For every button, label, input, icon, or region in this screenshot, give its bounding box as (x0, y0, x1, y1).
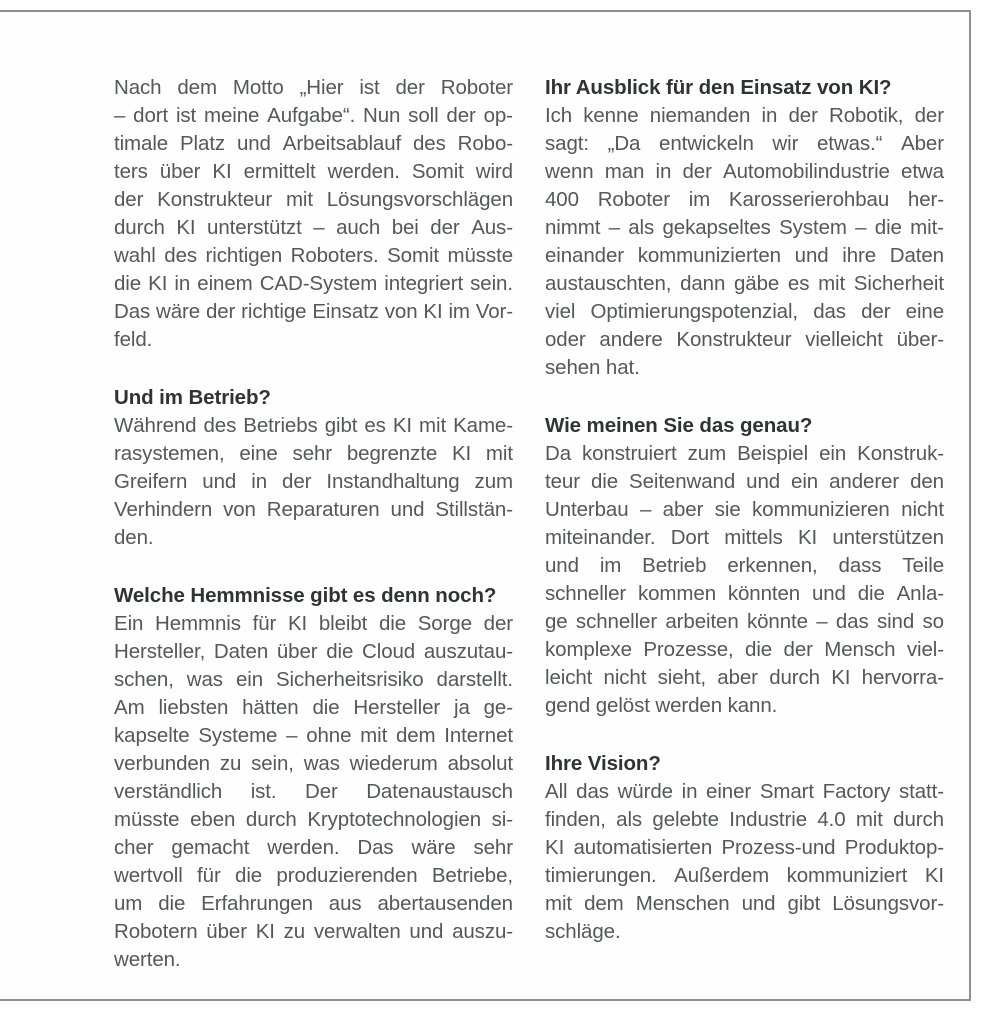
text-line: werten. (114, 948, 181, 971)
text-line: Nach dem Motto „Hier ist der Roboter (114, 76, 513, 99)
text-line: verbunden zu sein, was wiederum absolut (114, 752, 513, 775)
text-line: komplexe Prozesse, die der Mensch viel- (545, 638, 944, 661)
text-line: sehen hat. (545, 356, 640, 379)
answer-paragraph (114, 74, 513, 354)
text-line: die KI in einem CAD-System integriert sein. (114, 272, 513, 295)
text-line: timale Platz und Arbeitsablauf des Robo- (114, 132, 513, 155)
text-line: kapselte Systeme – ohne mit dem Internet (114, 724, 513, 747)
text-line: sagt: „Da entwickeln wir etwas.“ Aber (545, 132, 944, 155)
text-line: Ich kenne niemanden in der Robotik, der (545, 104, 944, 127)
question-heading: Welche Hemmnisse gibt es denn noch? (114, 584, 497, 607)
text-line: viel Optimierungspotenzial, das der eine (545, 300, 944, 323)
text-line: mit dem Menschen und gibt Lösungsvor- (545, 892, 944, 915)
text-line: finden, als gelebte Industrie 4.0 mit durch (545, 808, 944, 831)
text-line: leicht nicht sieht, aber durch KI hervorra- (545, 666, 944, 689)
text-line: teur die Seitenwand und ein anderer den (545, 470, 944, 493)
text-line: All das würde in einer Smart Factory statt- (545, 780, 944, 803)
text-line: 400 Roboter im Karosserierohbau her- (545, 188, 944, 211)
answer-paragraph (114, 412, 513, 552)
text-line: nimmt – als gekapseltes System – die mit- (545, 216, 944, 239)
text-line: austauschten, dann gäbe es mit Sicherheit (545, 272, 944, 295)
text-line: Da konstruiert zum Beispiel ein Konstruk- (545, 442, 944, 465)
text-line: – dort ist meine Aufgabe“. Nun soll der op- (114, 104, 513, 127)
text-line: schläge. (545, 920, 621, 943)
column-right (545, 74, 944, 946)
text-line: Ein Hemmnis für KI bleibt die Sorge der (114, 612, 513, 635)
text-line: der Konstrukteur mit Lösungsvorschlägen (114, 188, 513, 211)
answer-paragraph (114, 610, 513, 974)
text-line: Robotern über KI zu verwalten und auszu- (114, 920, 513, 943)
answer-paragraph (545, 778, 944, 946)
text-line: cher gemacht werden. Das wäre sehr (114, 836, 513, 859)
text-line: Verhindern von Reparaturen und Stillstän- (114, 498, 513, 521)
text-line: Hersteller, Daten über die Cloud auszutau- (114, 640, 513, 663)
text-line: müsste eben durch Kryptotechnologien si- (114, 808, 513, 831)
text-line: KI automatisierten Prozess-und Produktop- (545, 836, 944, 859)
text-line: schen, was ein Sicherheitsrisiko darstellt. (114, 668, 513, 691)
question-heading: Und im Betrieb? (114, 386, 271, 409)
text-line: verständlich ist. Der Datenaustausch (114, 780, 513, 803)
text-line: Das wäre der richtige Einsatz von KI im Vor- (114, 300, 513, 323)
text-line: wertvoll für die produzierenden Betriebe, (114, 864, 513, 887)
answer-paragraph (545, 102, 944, 382)
text-line: ge schneller arbeiten könnte – das sind so (545, 610, 944, 633)
text-line: den. (114, 526, 154, 549)
text-line: ters über KI ermittelt werden. Somit wird (114, 160, 513, 183)
text-line: schneller kommen könnten und die Anla- (545, 582, 944, 605)
text-line: miteinander. Dort mittels KI unterstützen (545, 526, 944, 549)
text-line: um die Erfahrungen aus abertausenden (114, 892, 513, 915)
text-line: Greifern und in der Instandhaltung zum (114, 470, 513, 493)
text-line: wahl des richtigen Roboters. Somit müsste (114, 244, 513, 267)
column-left (114, 74, 513, 974)
text-line: Während des Betriebs gibt es KI mit Kame- (114, 414, 513, 437)
text-line: Am liebsten hätten die Hersteller ja ge- (114, 696, 513, 719)
text-line: wenn man in der Automobilindustrie etwa (545, 160, 944, 183)
text-line: durch KI unterstützt – auch bei der Aus- (114, 216, 513, 239)
text-line: Unterbau – aber sie kommunizieren nicht (545, 498, 944, 521)
question-heading: Ihr Ausblick für den Einsatz von KI? (545, 76, 892, 99)
question-heading: Ihre Vision? (545, 752, 661, 775)
text-line: feld. (114, 328, 153, 351)
text-line: und im Betrieb erkennen, dass Teile (545, 554, 944, 577)
answer-paragraph (545, 440, 944, 720)
text-line: rasystemen, eine sehr begrenzte KI mit (114, 442, 513, 465)
question-heading: Wie meinen Sie das genau? (545, 414, 813, 437)
text-line: timierungen. Außerdem kommuniziert KI (545, 864, 944, 887)
text-line: einander kommunizierten und ihre Daten (545, 244, 944, 267)
text-line: gend gelöst werden kann. (545, 694, 778, 717)
text-line: oder andere Konstrukteur vielleicht über- (545, 328, 944, 351)
